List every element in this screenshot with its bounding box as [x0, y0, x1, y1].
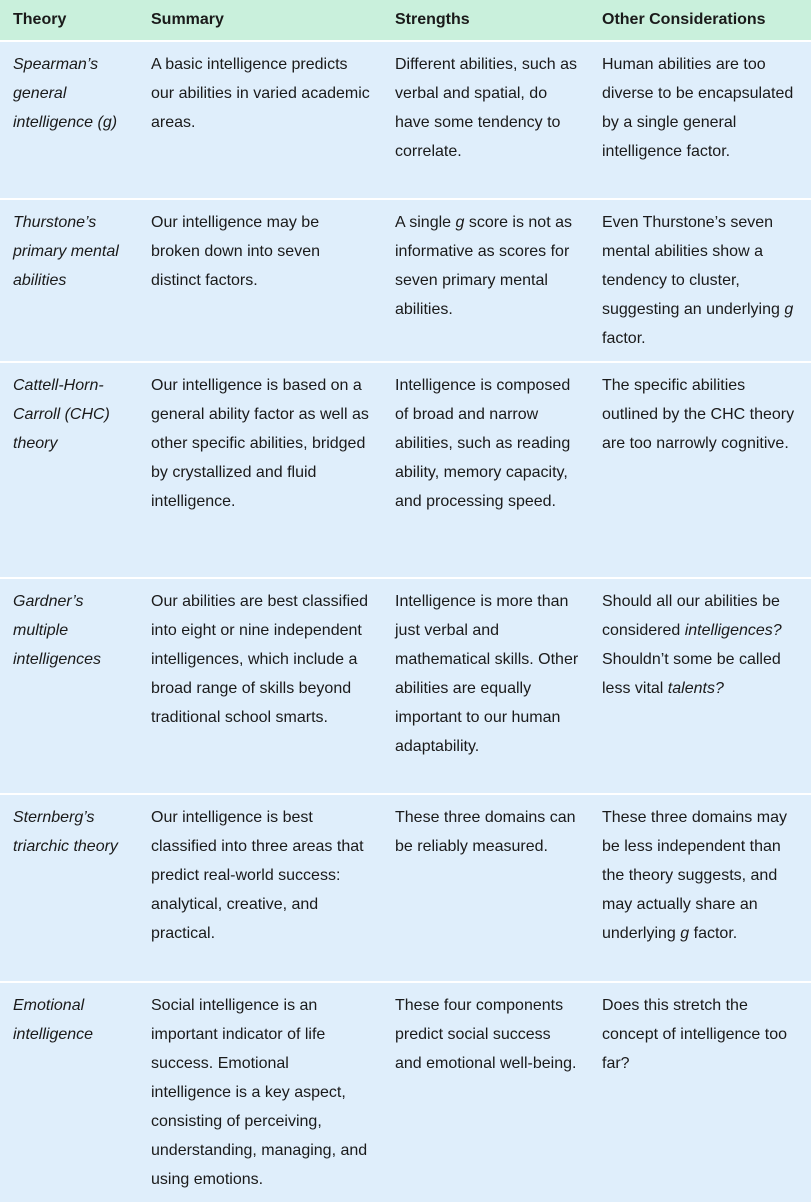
g-italic: g — [784, 301, 794, 318]
intelligences-italic: intelligences? — [684, 622, 782, 639]
theory-cell: Cattell-Horn-Carroll (CHC) theory — [0, 362, 138, 578]
considerations-cell — [589, 199, 811, 362]
strengths-cell: Intelligence is more than just verbal and mathematical skills. Other abilities are equally important to our human adaptability. — [382, 578, 589, 794]
summary-cell: Our abilities are best classified into eight or nine independent intelligences, which include a broad range of skills beyond traditional school smarts. — [138, 578, 382, 794]
summary-cell: Social intelligence is an important indicator of life success. Emotional intelligence is a key aspect, consisting of perceiving, understanding, managing, and using emotions. — [138, 982, 382, 1202]
strengths-cell: Different abilities, such as verbal and spatial, do have some tendency to correlate. — [395, 56, 578, 160]
strengths-text: A single — [395, 214, 456, 231]
considerations-text: Even Thurstone’s seven mental abilities show a tendency to cluster, suggesting an underlying — [602, 214, 785, 318]
considerations-cell: Does this stretch the concept of intelligence too far? — [589, 982, 811, 1202]
considerations-text: These three domains may be less independent than the theory suggests, and may actually share an underlying — [602, 809, 787, 942]
talents-italic: talents? — [667, 680, 724, 697]
theory-cell: Thurstone’s primary mental abilities — [0, 199, 138, 362]
theory-cell: Gardner’s multiple intelligences — [0, 578, 138, 794]
considerations-cell — [589, 578, 811, 794]
g-italic: g — [680, 925, 690, 942]
considerations-text: Shouldn’t some be called less vital — [602, 651, 781, 697]
strengths-cell: These three domains can be reliably measured. — [382, 794, 589, 982]
considerations-text: factor. — [689, 925, 738, 942]
theory-cell: Emotional intelligence — [0, 982, 138, 1202]
table-row — [0, 982, 811, 1202]
theory-cell: Sternberg’s triarchic theory — [0, 794, 138, 982]
table-row — [0, 362, 811, 578]
header-other-considerations: Other Considerations — [589, 0, 811, 41]
summary-cell: Our intelligence is best classified into three areas that predict real-world success: analytical, creative, and practical. — [138, 794, 382, 982]
strengths-cell: These four components predict social success and emotional well-being. — [382, 982, 589, 1202]
considerations-cell: Human abilities are too diverse to be encapsulated by a single general intelligence factor. — [602, 56, 794, 160]
g-italic: g — [455, 214, 465, 231]
considerations-text: factor. — [602, 330, 646, 347]
header-summary: Summary — [138, 0, 382, 41]
table-row — [0, 578, 811, 794]
considerations-cell: The specific abilities outlined by the CHC theory are too narrowly cognitive. — [589, 362, 811, 578]
theory-cell: Spearman’s general intelligence (g) — [13, 56, 118, 131]
summary-cell: A basic intelligence predicts our abilities in varied academic areas. — [151, 56, 370, 131]
header-strengths: Strengths — [382, 0, 589, 41]
table-row — [0, 199, 811, 362]
considerations-cell — [589, 794, 811, 982]
considerations-text: Should all our abilities be considered — [602, 593, 780, 639]
table-row — [0, 794, 811, 982]
strengths-cell: Intelligence is composed of broad and narrow abilities, such as reading ability, memory capacity, and processing speed. — [382, 362, 589, 578]
table-row — [0, 41, 811, 199]
summary-cell: Our intelligence may be broken down into seven distinct factors. — [138, 199, 382, 362]
summary-cell: Our intelligence is based on a general ability factor as well as other specific abilities, bridged by crystallized and fluid intelligence. — [138, 362, 382, 578]
header-theory: Theory — [0, 0, 138, 41]
strengths-cell — [382, 199, 589, 362]
strengths-text: score is not as informative as scores for seven primary mental abilities. — [395, 214, 572, 318]
table-header-row — [0, 0, 811, 41]
